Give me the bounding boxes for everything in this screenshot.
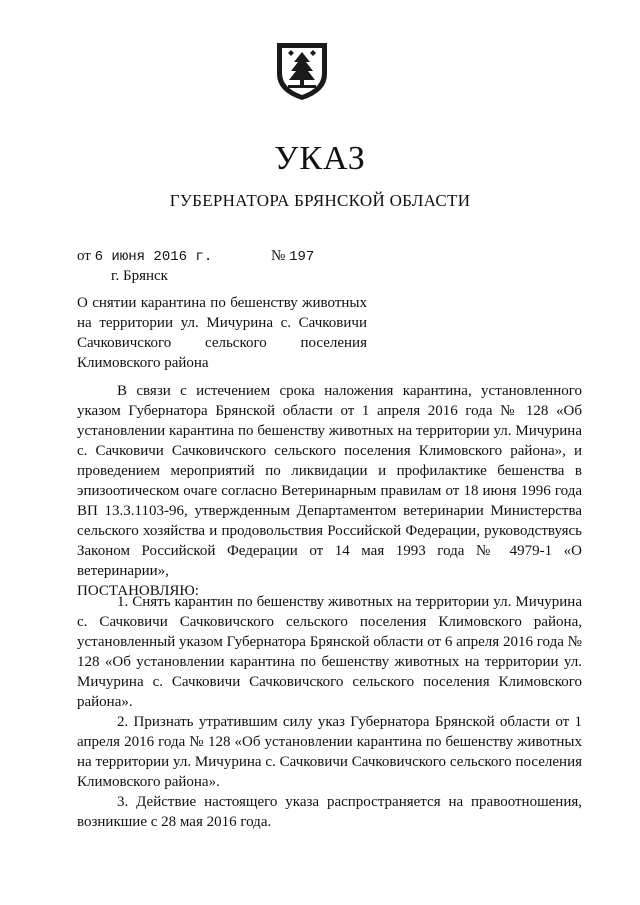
preamble-paragraph: В связи с истечением срока наложения карантина, установленного указом Губернатора Брянской области от 1 апреля 2016 года № 128 «Об установлении карантина по бешенству животных на территории ул. Мичурина с. Сачковичи Сачковичского сельского поселения Климовского района», и проведением мероприятий по ликвидации и профилактике бешенства в эпизоотическом очаге согласно Ветеринарным правилам от 18 июня 1996 года ВП 13.3.1103-96, утвержденным Департаментом ветеринарии Министерства сельского хозяйства и продовольствия Российской Федерации, руководствуясь Законом Российской Федерации от 14 мая 1993 года № 4979-1 «О ветеринарии», [77, 383, 582, 579]
number-prefix: № [271, 248, 286, 264]
document-title: УКАЗ [274, 140, 366, 177]
decree-items [77, 592, 582, 832]
decree-word: ПОСТАНОВЛЯЮ: [77, 583, 199, 599]
number-value: 197 [289, 249, 315, 265]
decree-item-1: 1. Снять карантин по бешенству животных на территории ул. Мичурина с. Сачковичи Сачковичского сельского поселения Климовского района, установленный указом Губернатора Брянской области от 6 апреля 2016 года № 128 «Об установлении карантина по бешенству животных на территории ул. Мичурина с. Сачковичи Сачковичского сельского поселения Климовского района». [77, 594, 582, 710]
decree-item-3: 3. Действие настоящего указа распространяется на правоотношения, возникшие с 28 мая 2016 года. [77, 794, 582, 830]
number-line [271, 248, 314, 265]
preamble-block [77, 381, 582, 601]
date-line [77, 248, 212, 265]
coat-of-arms-icon [274, 40, 330, 102]
date-value: 6 июня 2016 г. [94, 249, 213, 265]
document-subject: О снятии карантина по бешенству животных на территории ул. Мичурина с. Сачковичи Сачковичского сельского поселения Климовского района [77, 295, 367, 371]
date-prefix: от [77, 248, 91, 264]
document-subtitle: ГУБЕРНАТОРА БРЯНСКОЙ ОБЛАСТИ [169, 191, 471, 210]
decree-item-2: 2. Признать утратившим силу указ Губернатора Брянской области от 1 апреля 2016 года № 128 «Об установлении карантина по бешенству животных на территории ул. Мичурина с. Сачковичи Сачковичского сельского поселения Климовского района». [77, 714, 582, 790]
city: г. Брянск [111, 268, 168, 284]
